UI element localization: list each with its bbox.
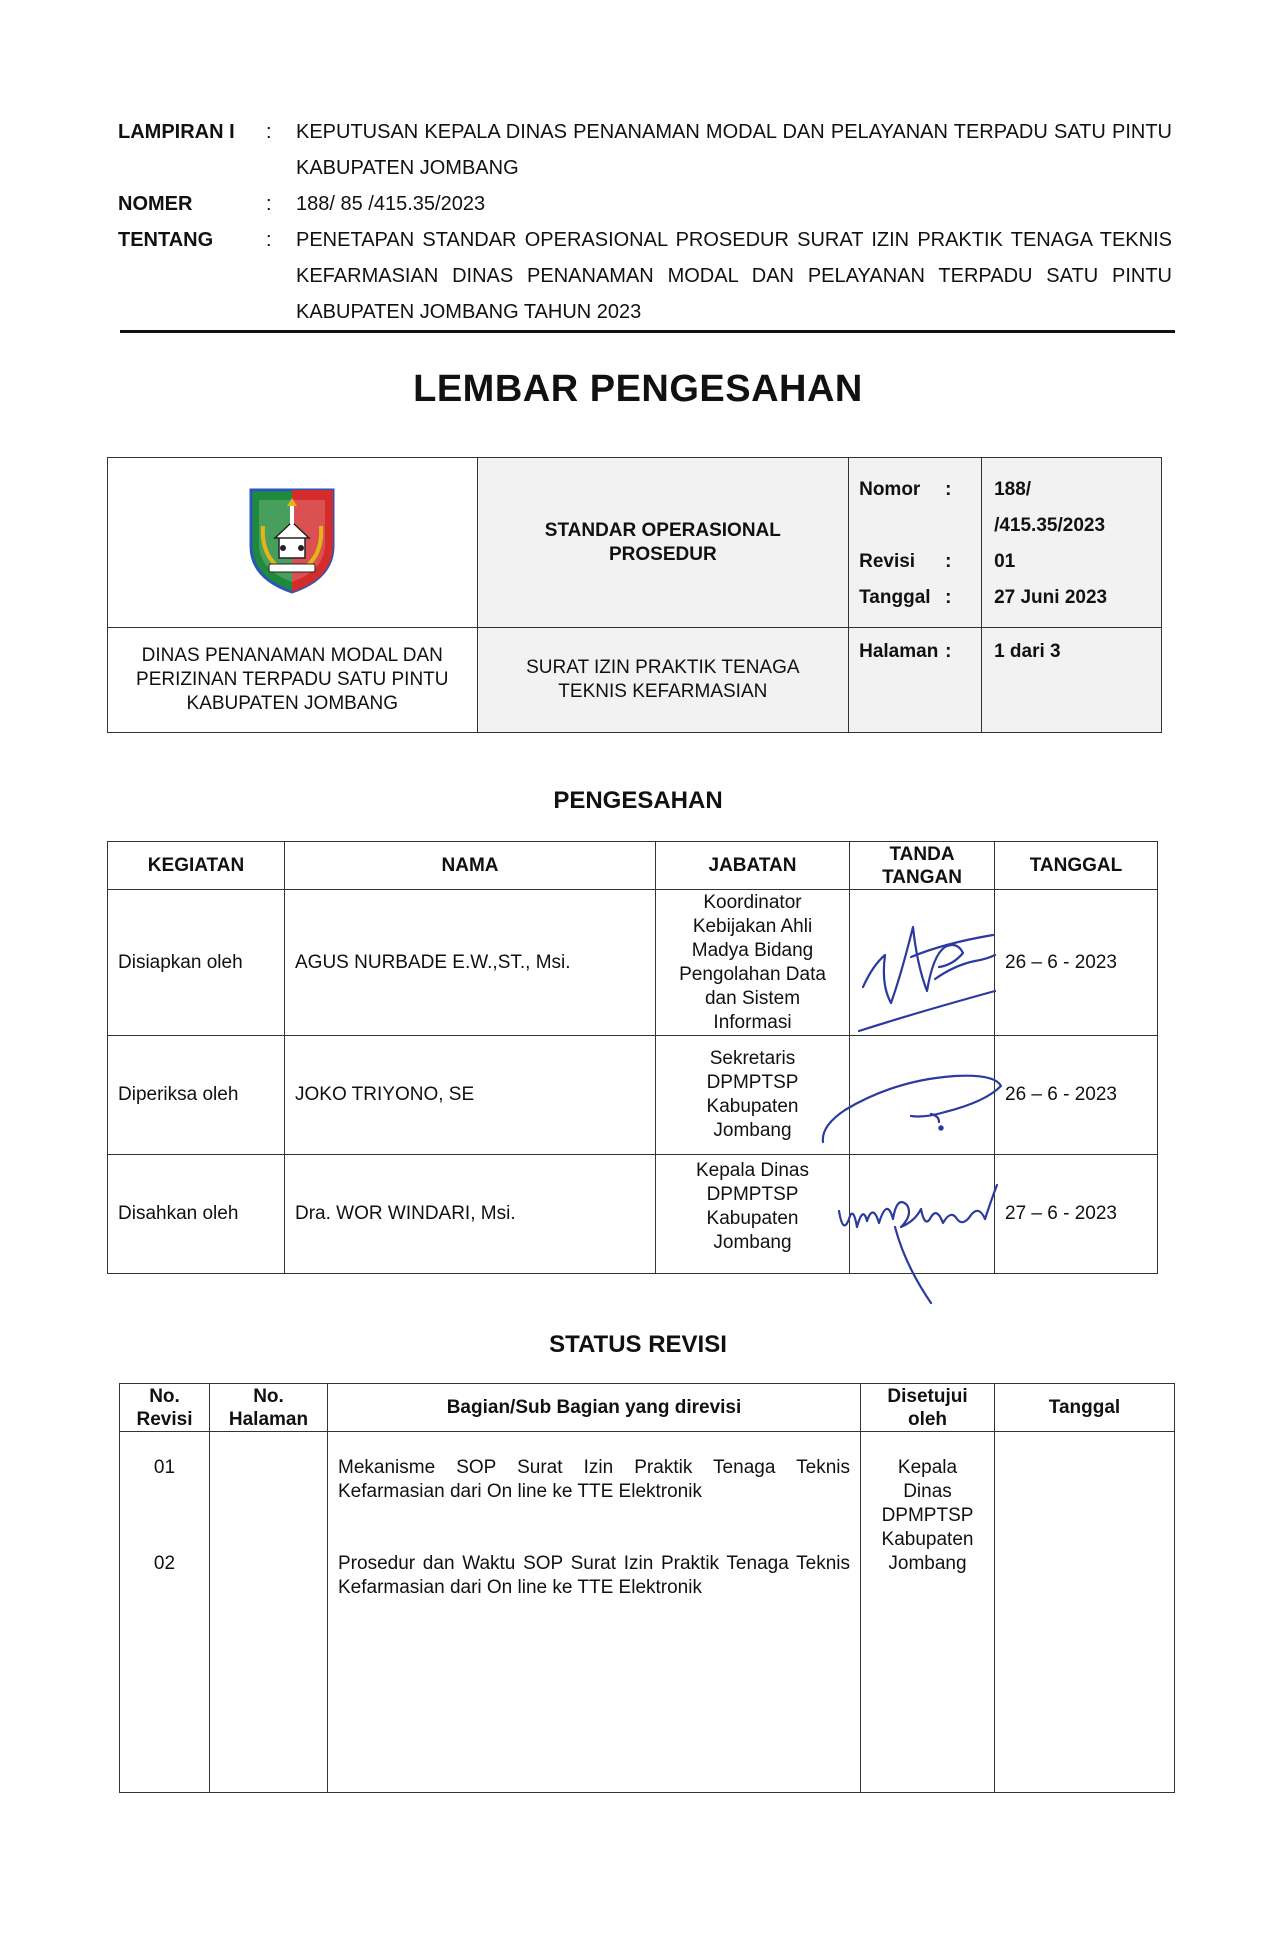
jabatan-line: DPMPTSP [706, 1184, 799, 1205]
disetujui-cell [861, 1432, 995, 1793]
pengesahan-title: PENGESAHAN [553, 787, 723, 814]
col-header-part: No. [253, 1385, 284, 1407]
meta-value-cell [982, 458, 1162, 628]
approver-line: Dinas [903, 1481, 952, 1502]
tanggal-value: 27 Juni 2023 [994, 587, 1108, 608]
header-label: TENTANG [118, 229, 214, 251]
no-halaman-cell [210, 1432, 328, 1793]
revisi-label: Revisi [859, 551, 916, 572]
col-header-part: TANDA [889, 843, 955, 865]
meta-label-cell [849, 458, 982, 628]
approver-line: Kabupaten [881, 1529, 974, 1550]
col-header-part: oleh [907, 1408, 948, 1430]
jabatan-line: Kabupaten [706, 1208, 799, 1229]
approver-line: Jombang [888, 1553, 967, 1574]
jabatan-line: dan Sistem [704, 987, 801, 1009]
meta-colon: : [945, 551, 952, 572]
bagian-cell [328, 1432, 861, 1793]
header-colon: : [266, 193, 272, 215]
nama-cell: Dra. WOR WINDARI, Msi. [285, 1155, 656, 1274]
nama-cell: JOKO TRIYONO, SE [285, 1036, 656, 1155]
nomor-value: /415.35/2023 [994, 515, 1106, 536]
nama-cell: AGUS NURBADE E.W.,ST., Msi. [285, 890, 656, 1036]
revisi-title: STATUS REVISI [549, 1331, 727, 1358]
col-header-part: Revisi [136, 1408, 193, 1430]
kegiatan-cell: Diperiksa oleh [108, 1036, 285, 1155]
table-row [108, 1155, 1158, 1274]
revisi-table [119, 1383, 1175, 1793]
col-header-part: TANGAN [882, 866, 962, 888]
col-header-no-revisi [120, 1384, 210, 1432]
jabatan-line: Koordinator [703, 891, 802, 913]
col-header-tanggal: Tanggal [995, 1384, 1175, 1432]
revisi-value: 01 [994, 551, 1016, 572]
jabatan-line: DPMPTSP [706, 1072, 799, 1093]
table-row [108, 1036, 1158, 1155]
nomor-value: 188/ [994, 479, 1032, 500]
subject-cell [477, 628, 849, 733]
meta-colon: : [945, 479, 952, 500]
header-divider [120, 330, 1175, 333]
revision-number: 02 [153, 1553, 176, 1574]
revision-number: 01 [153, 1457, 176, 1478]
header-value: KEPUTUSAN KEPALA DINAS PENANAMAN MODAL DAN PELAYANAN TERPADU SATU PINTU KABUPATEN JOMBANG [296, 121, 1172, 179]
tanggal-revisi-cell [995, 1432, 1175, 1793]
nomor-label: Nomor [859, 479, 921, 500]
sop-heading-cell [477, 458, 849, 628]
meta-colon: : [945, 587, 952, 608]
jabatan-line: Kebijakan Ahli [692, 915, 813, 937]
kegiatan-cell: Disahkan oleh [108, 1155, 285, 1274]
jabatan-line: Kabupaten [706, 1096, 799, 1117]
jabatan-cell [656, 1155, 850, 1274]
header-value: PENETAPAN STANDAR OPERASIONAL PROSEDUR SURAT IZIN PRAKTIK TENAGA TEKNIS KEFARMASIAN DINAS PENANAMAN MODAL DAN PELAYANAN TERPADU SATU PINTU KABUPATEN JOMBANG TAHUN 2023 [296, 229, 1172, 323]
office-cell [108, 628, 478, 733]
jabatan-line: Sekretaris [709, 1048, 796, 1069]
col-header-disetujui [861, 1384, 995, 1432]
jabatan-line: Kepala Dinas [695, 1160, 810, 1181]
tanggal-cell: 27 – 6 - 2023 [995, 1155, 1158, 1274]
jabatan-line: Madya Bidang [691, 939, 814, 961]
meta-colon: : [945, 641, 952, 662]
col-header-nama: NAMA [285, 842, 656, 890]
jabatan-line: Jombang [713, 1120, 792, 1141]
col-header-jabatan: JABATAN [656, 842, 850, 890]
revision-description: Prosedur dan Waktu SOP Surat Izin Praktik Tenaga Teknis Kefarmasian dari On line ke TTE Elektronik [338, 1553, 850, 1598]
table-row [108, 890, 1158, 1036]
kegiatan-cell: Disiapkan oleh [108, 890, 285, 1036]
signature-cell [850, 1155, 995, 1274]
header-label: LAMPIRAN I [118, 121, 235, 143]
page-title: LEMBAR PENGESAHAN [413, 368, 863, 410]
table-row [120, 1432, 1175, 1793]
col-header-part: Halaman [228, 1408, 309, 1430]
sop-subject: SURAT IZIN PRAKTIK TENAGA [526, 657, 800, 678]
jabatan-cell [656, 1036, 850, 1155]
col-header-bagian: Bagian/Sub Bagian yang direvisi [328, 1384, 861, 1432]
signature-cell [850, 890, 995, 1036]
jombang-crest-icon [247, 486, 337, 594]
col-header-part: No. [149, 1385, 180, 1407]
office-name: KABUPATEN JOMBANG [186, 693, 399, 714]
col-header-tanggal: TANGGAL [995, 842, 1158, 890]
halaman-label: Halaman [859, 641, 939, 662]
jabatan-line: Pengolahan Data [679, 963, 826, 985]
tanggal-cell: 26 – 6 - 2023 [995, 890, 1158, 1036]
col-header-kegiatan: KEGIATAN [108, 842, 285, 890]
sop-subject: TEKNIS KEFARMASIAN [558, 681, 768, 702]
halaman-label-cell [849, 628, 982, 733]
approver-line: Kepala [897, 1457, 958, 1478]
header-colon: : [266, 229, 272, 251]
jabatan-cell [656, 890, 850, 1036]
pengesahan-table [107, 841, 1158, 1274]
logo-cell [108, 458, 478, 628]
jabatan-line: Jombang [713, 1232, 792, 1253]
revision-description: Mekanisme SOP Surat Izin Praktik Tenaga Teknis Kefarmasian dari On line ke TTE Elektronik [338, 1457, 850, 1502]
halaman-value-cell [982, 628, 1162, 733]
tanggal-cell: 26 – 6 - 2023 [995, 1036, 1158, 1155]
signature-cell [850, 1036, 995, 1155]
jabatan-line: Informasi [713, 1011, 792, 1033]
col-header-no-halaman [210, 1384, 328, 1432]
header-colon: : [266, 121, 272, 143]
office-name: DINAS PENANAMAN MODAL DAN [141, 645, 443, 666]
halaman-value: 1 dari 3 [994, 641, 1061, 662]
header-value: 188/ 85 /415.35/2023 [296, 193, 486, 215]
col-header-part: Disetujui [887, 1385, 968, 1407]
col-header-tanda-tangan [850, 842, 995, 890]
no-revisi-cell [120, 1432, 210, 1793]
office-name: PERIZINAN TERPADU SATU PINTU [136, 669, 449, 690]
sop-heading: STANDAR OPERASIONAL [544, 519, 781, 541]
header-label: NOMER [118, 193, 193, 215]
approver-line: DPMPTSP [881, 1505, 974, 1526]
sop-info-table [107, 457, 1162, 733]
sop-heading: PROSEDUR [608, 543, 717, 565]
tanggal-label: Tanggal [859, 587, 931, 608]
